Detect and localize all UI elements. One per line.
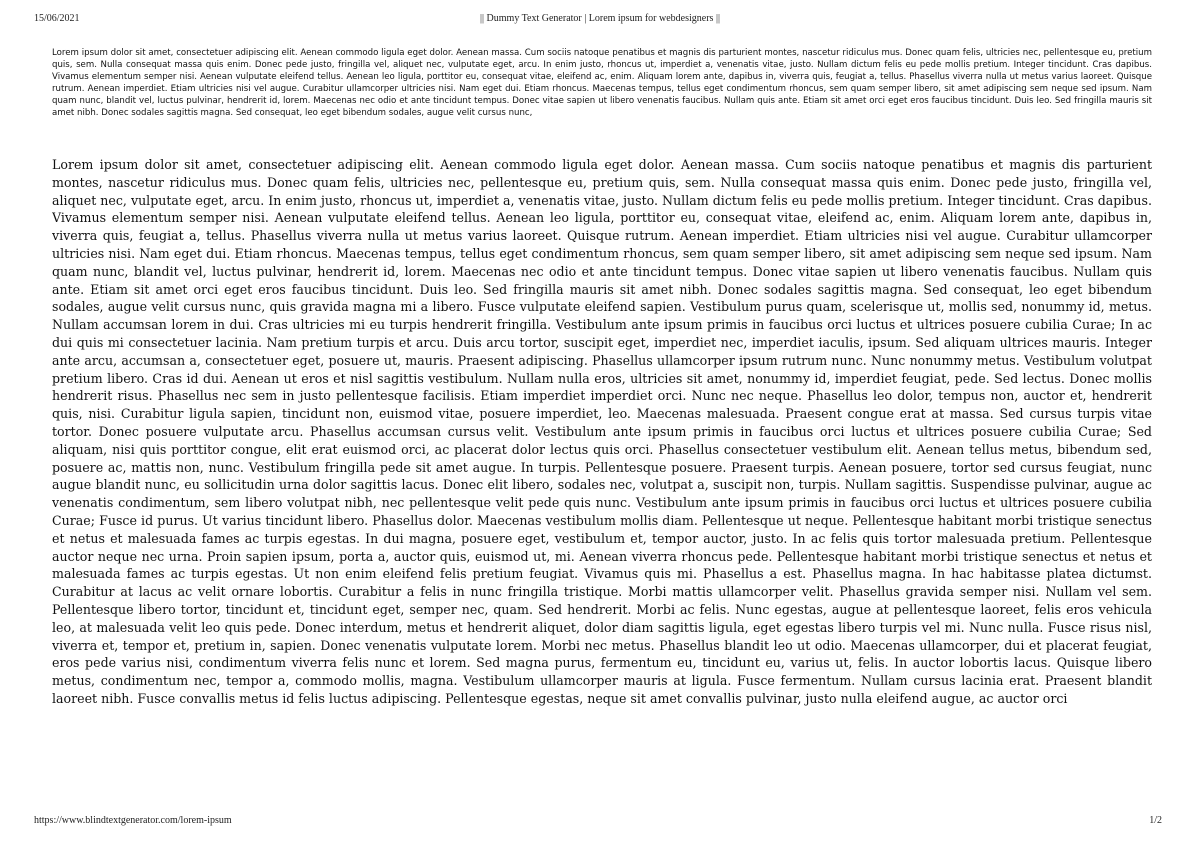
page-header [34, 12, 1166, 26]
page-number: 1/2 [1149, 815, 1162, 826]
small-lorem-paragraph: Lorem ipsum dolor sit amet, consectetuer adipiscing elit. Aenean commodo ligula eget dolor. Aenean massa. Cum sociis natoque penatibus et magnis dis parturient montes, nascetur ridiculus mus. Donec quam felis, ultricies nec, pellentesque eu, pretium quis, sem. Nulla consequat massa quis enim. Donec pede justo, fringilla vel, aliquet nec, vulputate eget, arcu. In enim justo, rhoncus ut, imperdiet a, venenatis vitae, justo. Nullam dictum felis eu pede mollis pretium. Integer tincidunt. Cras dapibus. Vivamus elementum semper nisi. Aenean vulputate eleifend tellus. Aenean leo ligula, porttitor eu, consequat vitae, eleifend ac, enim. Aliquam lorem ante, dapibus in, viverra quis, feugiat a, tellus. Phasellus viverra nulla ut metus varius laoreet. Quisque rutrum. Aenean imperdiet. Etiam ultricies nisi vel augue. Curabitur ullamcorper ultricies nisi. Nam eget dui. Etiam rhoncus. Maecenas tempus, tellus eget condimentum rhoncus, sem quam semper libero, sit amet adipiscing sem neque sed ipsum. Nam quam nunc, blandit vel, luctus pulvinar, hendrerit id, lorem. Maecenas nec odio et ante tincidunt tempus. Donec vitae sapien ut libero venenatis faucibus. Nullam quis ante. Etiam sit amet orci eget eros faucibus tincidunt. Duis leo. Sed fringilla mauris sit amet nibh. Donec sodales sagittis magna. Sed consequat, leo eget bibendum sodales, augue velit cursus nunc, [52, 48, 1152, 118]
page-title: || Dummy Text Generator | Lorem ipsum for webdesigners || [480, 13, 720, 24]
page-footer [34, 814, 1162, 828]
large-lorem-paragraph: Lorem ipsum dolor sit amet, consectetuer adipiscing elit. Aenean commodo ligula eget dolor. Aenean massa. Cum sociis natoque penatibus et magnis dis parturient montes, nascetur ridiculus mus. Donec quam felis, ultricies nec, pellentesque eu, pretium quis, sem. Nulla consequat massa quis enim. Donec pede justo, fringilla vel, aliquet nec, vulputate eget, arcu. In enim justo, rhoncus ut, imperdiet a, venenatis vitae, justo. Nullam dictum felis eu pede mollis pretium. Integer tincidunt. Cras dapibus. Vivamus elementum semper nisi. Aenean vulputate eleifend tellus. Aenean leo ligula, porttitor eu, consequat vitae, eleifend ac, enim. Aliquam lorem ante, dapibus in, viverra quis, feugiat a, tellus. Phasellus viverra nulla ut metus varius laoreet. Quisque rutrum. Aenean imperdiet. Etiam ultricies nisi vel augue. Curabitur ullamcorper ultricies nisi. Nam eget dui. Etiam rhoncus. Maecenas tempus, tellus eget condimentum rhoncus, sem quam semper libero, sit amet adipiscing sem neque sed ipsum. Nam quam nunc, blandit vel, luctus pulvinar, hendrerit id, lorem. Maecenas nec odio et ante tincidunt tempus. Donec vitae sapien ut libero venenatis faucibus. Nullam quis ante. Etiam sit amet orci eget eros faucibus tincidunt. Duis leo. Sed fringilla mauris sit amet nibh. Donec sodales sagittis magna. Sed consequat, leo eget bibendum sodales, augue velit cursus nunc, quis gravida magna mi a libero. Fusce vulputate eleifend sapien. Vestibulum purus quam, scelerisque ut, mollis sed, nonummy id, metus. Nullam accumsan lorem in dui. Cras ultricies mi eu turpis hendrerit fringilla. Vestibulum ante ipsum primis in faucibus orci luctus et ultrices posuere cubilia Curae; In ac dui quis mi consectetuer lacinia. Nam pretium turpis et arcu. Duis arcu tortor, suscipit eget, imperdiet nec, imperdiet iaculis, ipsum. Sed aliquam ultrices mauris. Integer ante arcu, accumsan a, consectetuer eget, posuere ut, mauris. Praesent adipiscing. Phasellus ullamcorper ipsum rutrum nunc. Nunc nonummy metus. Vestibulum volutpat pretium libero. Cras id dui. Aenean ut eros et nisl sagittis vestibulum. Nullam nulla eros, ultricies sit amet, nonummy id, imperdiet feugiat, pede. Sed lectus. Donec mollis hendrerit risus. Phasellus nec sem in justo pellentesque facilisis. Etiam imperdiet imperdiet orci. Nunc nec neque. Phasellus leo dolor, tempus non, auctor et, hendrerit quis, nisi. Curabitur ligula sapien, tincidunt non, euismod vitae, posuere imperdiet, leo. Maecenas malesuada. Praesent congue erat at massa. Sed cursus turpis vitae tortor. Donec posuere vulputate arcu. Phasellus accumsan cursus velit. Vestibulum ante ipsum primis in faucibus orci luctus et ultrices posuere cubilia Curae; Sed aliquam, nisi quis porttitor congue, elit erat euismod orci, ac placerat dolor lectus quis orci. Phasellus consectetuer vestibulum elit. Aenean tellus metus, bibendum sed, posuere ac, mattis non, nunc. Vestibulum fringilla pede sit amet augue. In turpis. Pellentesque posuere. Praesent turpis. Aenean posuere, tortor sed cursus feugiat, nunc augue blandit nunc, eu sollicitudin urna dolor sagittis lacus. Donec elit libero, sodales nec, volutpat a, suscipit non, turpis. Nullam sagittis. Suspendisse pulvinar, augue ac venenatis condimentum, sem libero volutpat nibh, nec pellentesque velit pede quis nunc. Vestibulum ante ipsum primis in faucibus orci luctus et ultrices posuere cubilia Curae; Fusce id purus. Ut varius tincidunt libero. Phasellus dolor. Maecenas vestibulum mollis diam. Pellentesque ut neque. Pellentesque habitant morbi tristique senectus et netus et malesuada fames ac turpis egestas. In dui magna, posuere eget, vestibulum et, tempor auctor, justo. In ac felis quis tortor malesuada pretium. Pellentesque auctor neque nec urna. Proin sapien ipsum, porta a, auctor quis, euismod ut, mi. Aenean viverra rhoncus pede. Pellentesque habitant morbi tristique senectus et netus et malesuada fames ac turpis egestas. Ut non enim eleifend felis pretium feugiat. Vivamus quis mi. Phasellus a est. Phasellus magna. In hac habitasse platea dictumst. Curabitur at lacus ac velit ornare lobortis. Curabitur a felis in nunc fringilla tristique. Morbi mattis ullamcorper velit. Phasellus gravida semper nisi. Nullam vel sem. Pellentesque libero tortor, tincidunt et, tincidunt eget, semper nec, quam. Sed hendrerit. Morbi ac felis. Nunc egestas, augue at pellentesque laoreet, felis eros vehicula leo, at malesuada velit leo quis pede. Donec interdum, metus et hendrerit aliquet, dolor diam sagittis ligula, eget egestas libero turpis vel mi. Nunc nulla. Fusce risus nisl, viverra et, tempor et, pretium in, sapien. Donec venenatis vulputate lorem. Morbi nec metus. Phasellus blandit leo ut odio. Maecenas ullamcorper, dui et placerat feugiat, eros pede varius nisi, condimentum viverra felis nunc et lorem. Sed magna purus, fermentum eu, tincidunt eu, varius ut, felis. In auctor lobortis lacus. Quisque libero metus, condimentum nec, tempor a, commodo mollis, magna. Vestibulum ullamcorper mauris at ligula. Fusce fermentum. Nullam cursus lacinia erat. Praesent blandit laoreet nibh. Fusce convallis metus id felis luctus adipiscing. Pellentesque egestas, neque sit amet convallis pulvinar, justo nulla eleifend augue, ac auctor orci [52, 157, 1152, 706]
print-date: 15/06/2021 [34, 13, 80, 24]
source-url-link[interactable]: https://www.blindtextgenerator.com/lorem-ipsum [34, 815, 232, 826]
